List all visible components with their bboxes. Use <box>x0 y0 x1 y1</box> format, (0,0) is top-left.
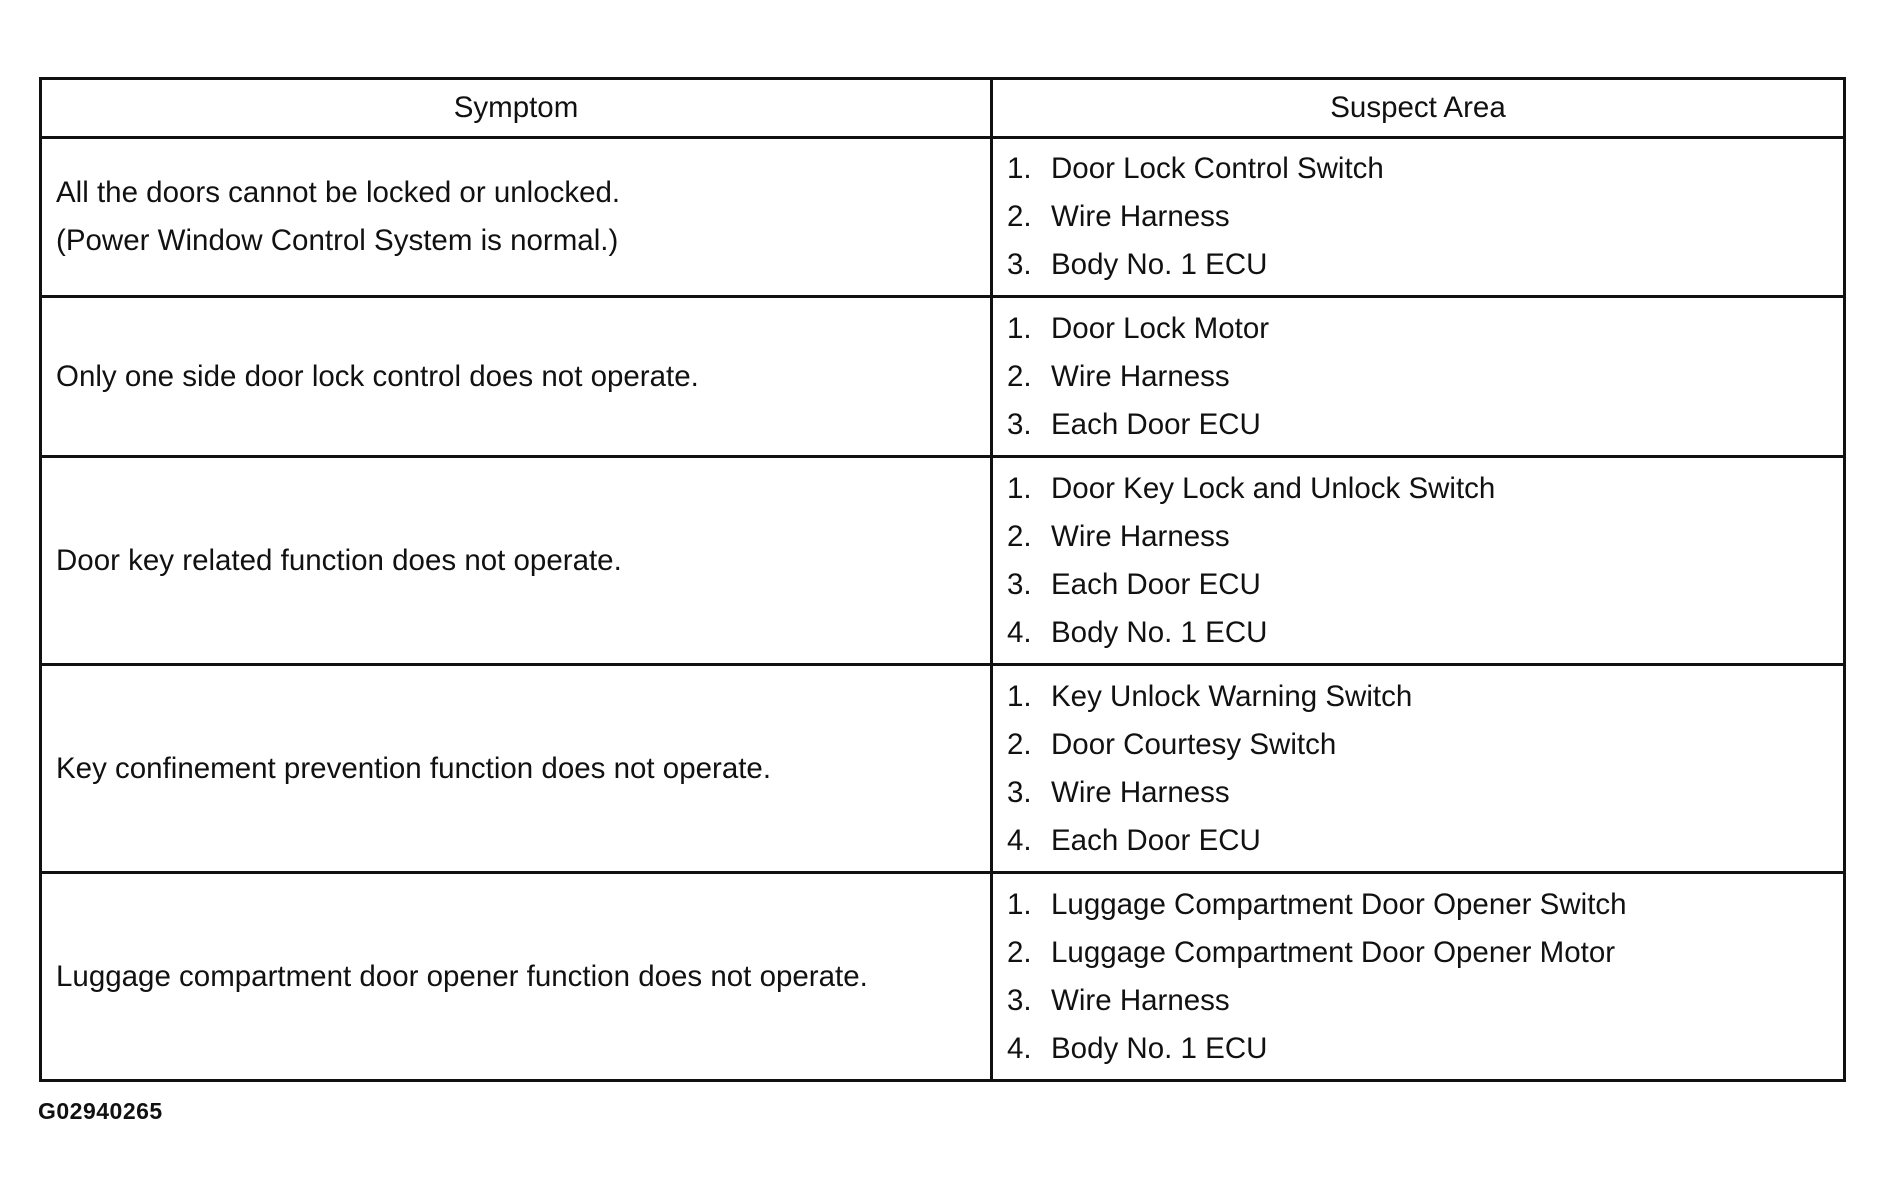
item-text: Each Door ECU <box>1051 407 1261 441</box>
symptom-cell <box>41 138 992 297</box>
suspect-area-cell <box>992 297 1845 457</box>
symptom-cell <box>41 665 992 873</box>
item-number: 3. <box>1007 567 1032 601</box>
suspect-area-item <box>1007 817 1829 865</box>
symptom-cell <box>41 297 992 457</box>
suspect-area-item <box>1007 193 1829 241</box>
item-number: 2. <box>1007 727 1032 761</box>
item-text: Wire Harness <box>1051 775 1230 809</box>
item-text: Door Key Lock and Unlock Switch <box>1051 471 1496 505</box>
suspect-area-list <box>1007 305 1829 449</box>
item-number: 1. <box>1007 679 1032 713</box>
suspect-area-item <box>1007 305 1829 353</box>
item-number: 2. <box>1007 519 1032 553</box>
item-text: Luggage Compartment Door Opener Switch <box>1051 887 1627 921</box>
suspect-area-item <box>1007 609 1829 657</box>
symptom-table <box>39 77 1846 1082</box>
suspect-area-item <box>1007 145 1829 193</box>
symptom-text: Key confinement prevention function does not operate. <box>56 751 772 785</box>
suspect-area-item <box>1007 881 1829 929</box>
item-text: Body No. 1 ECU <box>1051 1031 1268 1065</box>
suspect-area-cell <box>992 873 1845 1081</box>
item-number: 3. <box>1007 983 1032 1017</box>
item-number: 1. <box>1007 152 1032 185</box>
item-text: Door Lock Motor <box>1051 311 1270 345</box>
item-number: 3. <box>1007 248 1032 281</box>
item-number: 1. <box>1007 887 1032 921</box>
suspect-area-cell <box>992 138 1845 297</box>
troubleshooting-sheet <box>39 77 1843 1082</box>
item-number: 4. <box>1007 615 1032 649</box>
item-text: Door Lock Control Switch <box>1051 152 1384 185</box>
suspect-area-item <box>1007 769 1829 817</box>
item-text: Wire Harness <box>1051 359 1230 393</box>
symptom-text: All the doors cannot be locked or unlocked. <box>56 176 621 209</box>
symptom-text: (Power Window Control System is normal.) <box>56 224 619 257</box>
item-text: Key Unlock Warning Switch <box>1051 679 1413 713</box>
item-text: Body No. 1 ECU <box>1051 248 1268 281</box>
item-number: 2. <box>1007 359 1032 393</box>
item-number: 1. <box>1007 471 1032 505</box>
item-number: 3. <box>1007 775 1032 809</box>
suspect-area-item <box>1007 401 1829 449</box>
table-row <box>41 665 1845 873</box>
suspect-area-item <box>1007 241 1829 289</box>
item-text: Door Courtesy Switch <box>1051 727 1337 761</box>
suspect-area-item <box>1007 721 1829 769</box>
symptom-cell <box>41 457 992 665</box>
item-text: Wire Harness <box>1051 519 1230 553</box>
item-number: 3. <box>1007 407 1032 441</box>
item-text: Wire Harness <box>1051 200 1230 233</box>
item-number: 4. <box>1007 1031 1032 1065</box>
item-text: Each Door ECU <box>1051 823 1261 857</box>
suspect-area-list <box>1007 465 1829 657</box>
figure-id: G02940265 <box>38 1098 163 1124</box>
symptom-cell <box>41 873 992 1081</box>
suspect-area-item <box>1007 673 1829 721</box>
suspect-area-list <box>1007 145 1829 289</box>
item-text: Luggage Compartment Door Opener Motor <box>1051 935 1616 969</box>
item-number: 2. <box>1007 935 1032 969</box>
item-number: 4. <box>1007 823 1032 857</box>
symptom-text: Luggage compartment door opener function does not operate. <box>56 959 868 993</box>
table-body <box>41 138 1845 1081</box>
suspect-area-cell <box>992 457 1845 665</box>
item-text: Each Door ECU <box>1051 567 1261 601</box>
suspect-area-item <box>1007 929 1829 977</box>
suspect-area-item <box>1007 561 1829 609</box>
suspect-area-item <box>1007 1025 1829 1073</box>
header-suspect-area: Suspect Area <box>992 79 1845 138</box>
item-text: Body No. 1 ECU <box>1051 615 1268 649</box>
suspect-area-item <box>1007 353 1829 401</box>
item-number: 1. <box>1007 311 1032 345</box>
table-row <box>41 138 1845 297</box>
suspect-area-item <box>1007 465 1829 513</box>
suspect-area-cell <box>992 665 1845 873</box>
table-row <box>41 297 1845 457</box>
header-symptom: Symptom <box>41 79 992 138</box>
suspect-area-list <box>1007 673 1829 865</box>
symptom-text: Only one side door lock control does not operate. <box>56 359 699 393</box>
item-text: Wire Harness <box>1051 983 1230 1017</box>
header-row <box>41 79 1845 138</box>
item-number: 2. <box>1007 200 1032 233</box>
table-row <box>41 457 1845 665</box>
table-row <box>41 873 1845 1081</box>
suspect-area-list <box>1007 881 1829 1073</box>
suspect-area-item <box>1007 513 1829 561</box>
symptom-text: Door key related function does not operate. <box>56 543 622 577</box>
suspect-area-item <box>1007 977 1829 1025</box>
